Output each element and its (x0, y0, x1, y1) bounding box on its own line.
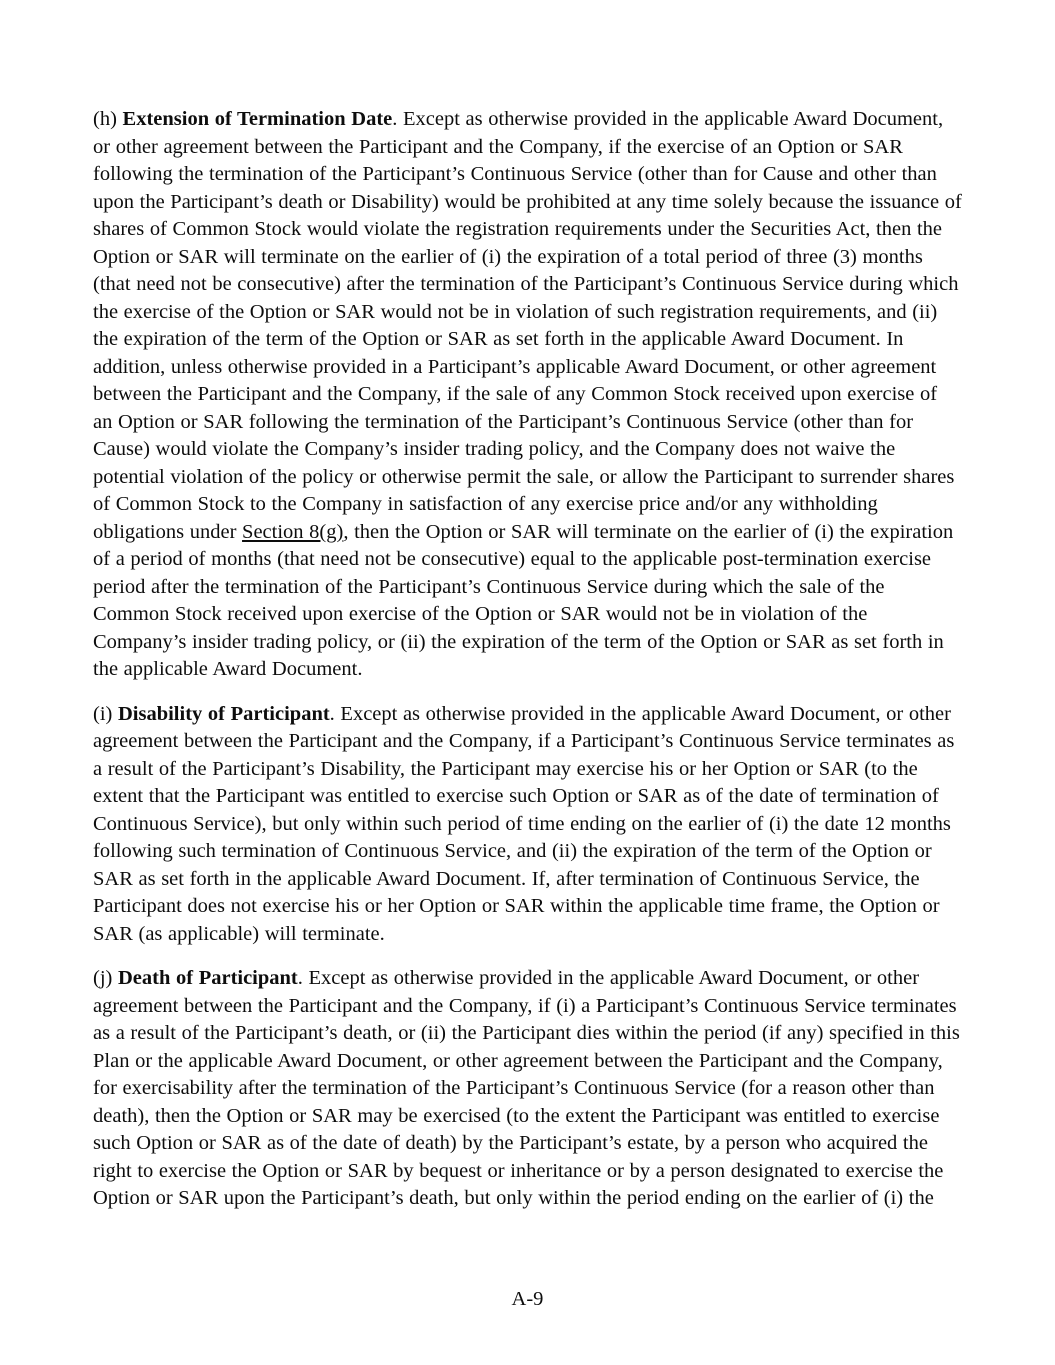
paragraph-text: (i) (93, 702, 118, 725)
paragraph-heading: Disability of Participant (117, 702, 330, 725)
paragraph-text: , then the Option or SAR will terminate on the earlier of (i) the expiration of a period of months (that need not be consecutive) equal to the applicable post-termination exercise period after the termination of the Participant’s Continuous Service during which the sale of the Common Stock received upon exercise of the Option or SAR would not be in violation of the Company’s insider trading policy, or (ii) the expiration of the term of the Option or SAR as set forth in the applicable Award Document. (93, 520, 954, 680)
page-footer (0, 1288, 1055, 1311)
section-cross-reference: Section 8(g) (242, 520, 344, 543)
paragraph-text: . Except as otherwise provided in the applicable Award Document, or other agreement between the Participant and the Company, if the exercise of an Option or SAR following the termination of the Participant’s Continuous Service (other than for Cause and other than upon the Participant’s death or Disability) would be prohibited at any time solely because the issuance of shares of Common Stock would violate the registration requirements under the Securities Act, then the Option or SAR will terminate on the earlier of (i) the expiration of a total period of three (3) months (that need not be consecutive) after the termination of the Participant’s Continuous Service during which the exercise of the Option or SAR would not be in violation of such registration requirements, and (ii) the expiration of the term of the Option or SAR as set forth in the applicable Award Document. In addition, unless otherwise provided in a Participant’s applicable Award Document, or other agreement between the Participant and the Company, if the sale of any Common Stock received upon exercise of an Option or SAR following the termination of the Participant’s Continuous Service (other than for Cause) would violate the Company’s insider trading policy, and the Company does not waive the potential violation of the policy or otherwise permit the sale, or allow the Participant to surrender shares of Common Stock to the Company in satisfaction of any exercise price and/or any withholding obligations under (93, 108, 962, 543)
section-j-death-of-participant (93, 965, 962, 1213)
paragraph-text: (h) (93, 108, 123, 130)
document-body (93, 106, 962, 1213)
paragraph-heading: Death of Participant (117, 967, 298, 989)
page-number: A-9 (511, 1288, 544, 1310)
paragraph-text: (j) (93, 967, 118, 989)
section-h-extension-of-termination-date (93, 106, 962, 684)
paragraph-text: . Except as otherwise provided in the applicable Award Document, or other agreement between the Participant and the Company, if (i) a Participant’s Continuous Service terminates as a result of the Participant’s death, or (ii) the Participant dies within the period (if any) specified in this Plan or the applicable Award Document, or other agreement between the Participant and the Company, for exercisability after the termination of the Participant’s Continuous Service (for a reason other than death), then the Option or SAR may be exercised (to the extent the Participant was entitled to exercise such Option or SAR as of the date of death) by the Participant’s estate, by a person who acquired the right to exercise the Option or SAR by bequest or inheritance or by a person designated to exercise the Option or SAR upon the Participant’s death, but only within the period ending on the earlier of (i) the (93, 967, 960, 1209)
paragraph-heading: Extension of Termination Date (122, 108, 393, 130)
paragraph-text: . Except as otherwise provided in the applicable Award Document, or other agreement between the Participant and the Company, if a Participant’s Continuous Service terminates as a result of the Participant’s Disability, the Participant may exercise his or her Option or SAR (to the extent that the Participant was entitled to exercise such Option or SAR as of the date of termination of Continuous Service), but only within such period of time ending on the earlier of (i) the date 12 months following such termination of Continuous Service, and (ii) the expiration of the term of the Option or SAR as set forth in the applicable Award Document. If, after termination of Continuous Service, the Participant does not exercise his or her Option or SAR within the applicable time frame, the Option or SAR (as applicable) will terminate. (93, 702, 955, 945)
section-i-disability-of-participant (93, 701, 962, 949)
